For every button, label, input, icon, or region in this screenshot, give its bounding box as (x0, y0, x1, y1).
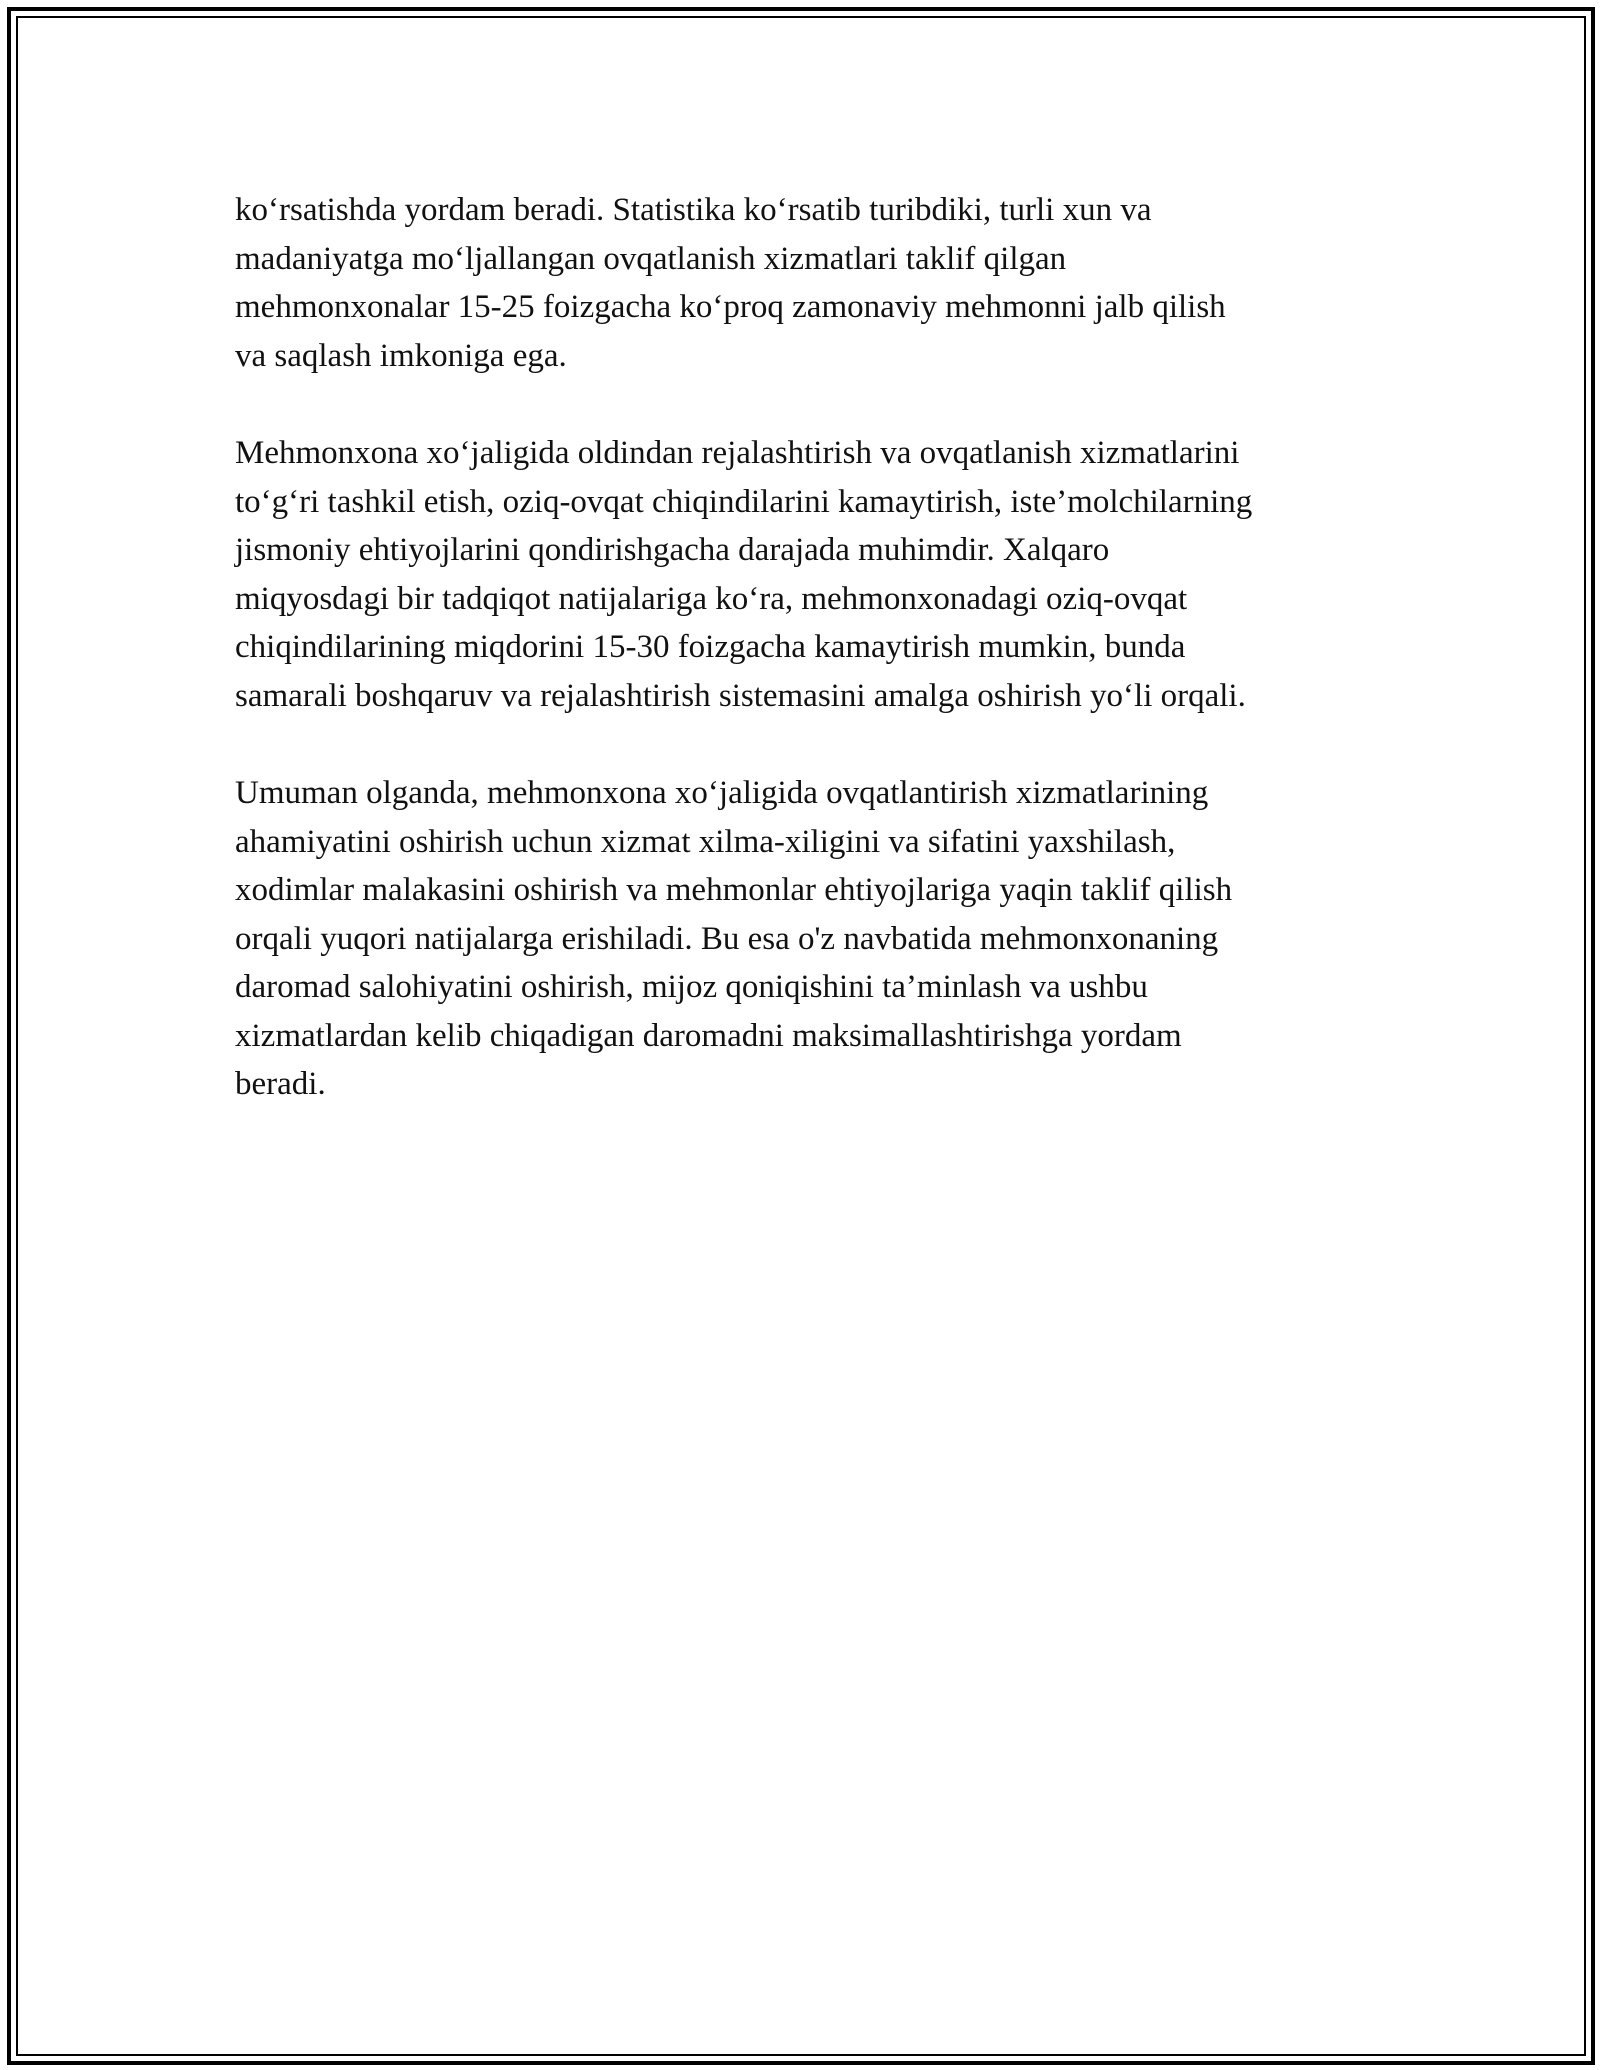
paragraph-2: Mehmonxona xo‘jaligida oldindan rejalashtirish va ovqatlanish xizmatlarini to‘g‘ri tashkil etish, oziq-ovqat chiqindilarini kamaytirish, iste’molchilarning jismoniy ehtiyojlarini qondirishgacha darajada muhimdir. Xalqaro miqyosdagi bir tadqiqot natijalariga ko‘ra, mehmonxonadagi oziq-ovqat chiqindilarining miqdorini 15-30 foizgacha kamaytirish mumkin, bunda samarali boshqaruv va rejalashtirish sistemasini amalga oshirish yo‘li orqali. (235, 435, 1253, 714)
paragraph-1: ko‘rsatishda yordam beradi. Statistika ko‘rsatib turibdiki, turli xun va madaniyatga mo‘ljallangan ovqatlanish xizmatlari taklif qilgan mehmonxonalar 15-25 foizgacha ko‘proq zamonaviy mehmonni jalb qilish va saqlash imkoniga ega. (235, 192, 1226, 374)
document-body (235, 186, 1375, 1158)
paragraph-3: Umuman olganda, mehmonxona xo‘jaligida ovqatlantirish xizmatlarining ahamiyatini oshirish uchun xizmat xilma-xiligini va sifatini yaxshilash, xodimlar malakasini oshirish va mehmonlar ehtiyojlariga yaqin taklif qilish orqali yuqori natijalarga erishiladi. Bu esa o'z navbatida mehmonxonaning daromad salohiyatini oshirish, mijoz qoniqishini ta’minlash va ushbu xizmatlardan kelib chiqadigan daromadni maksimallashtirishga yordam beradi. (235, 775, 1233, 1102)
